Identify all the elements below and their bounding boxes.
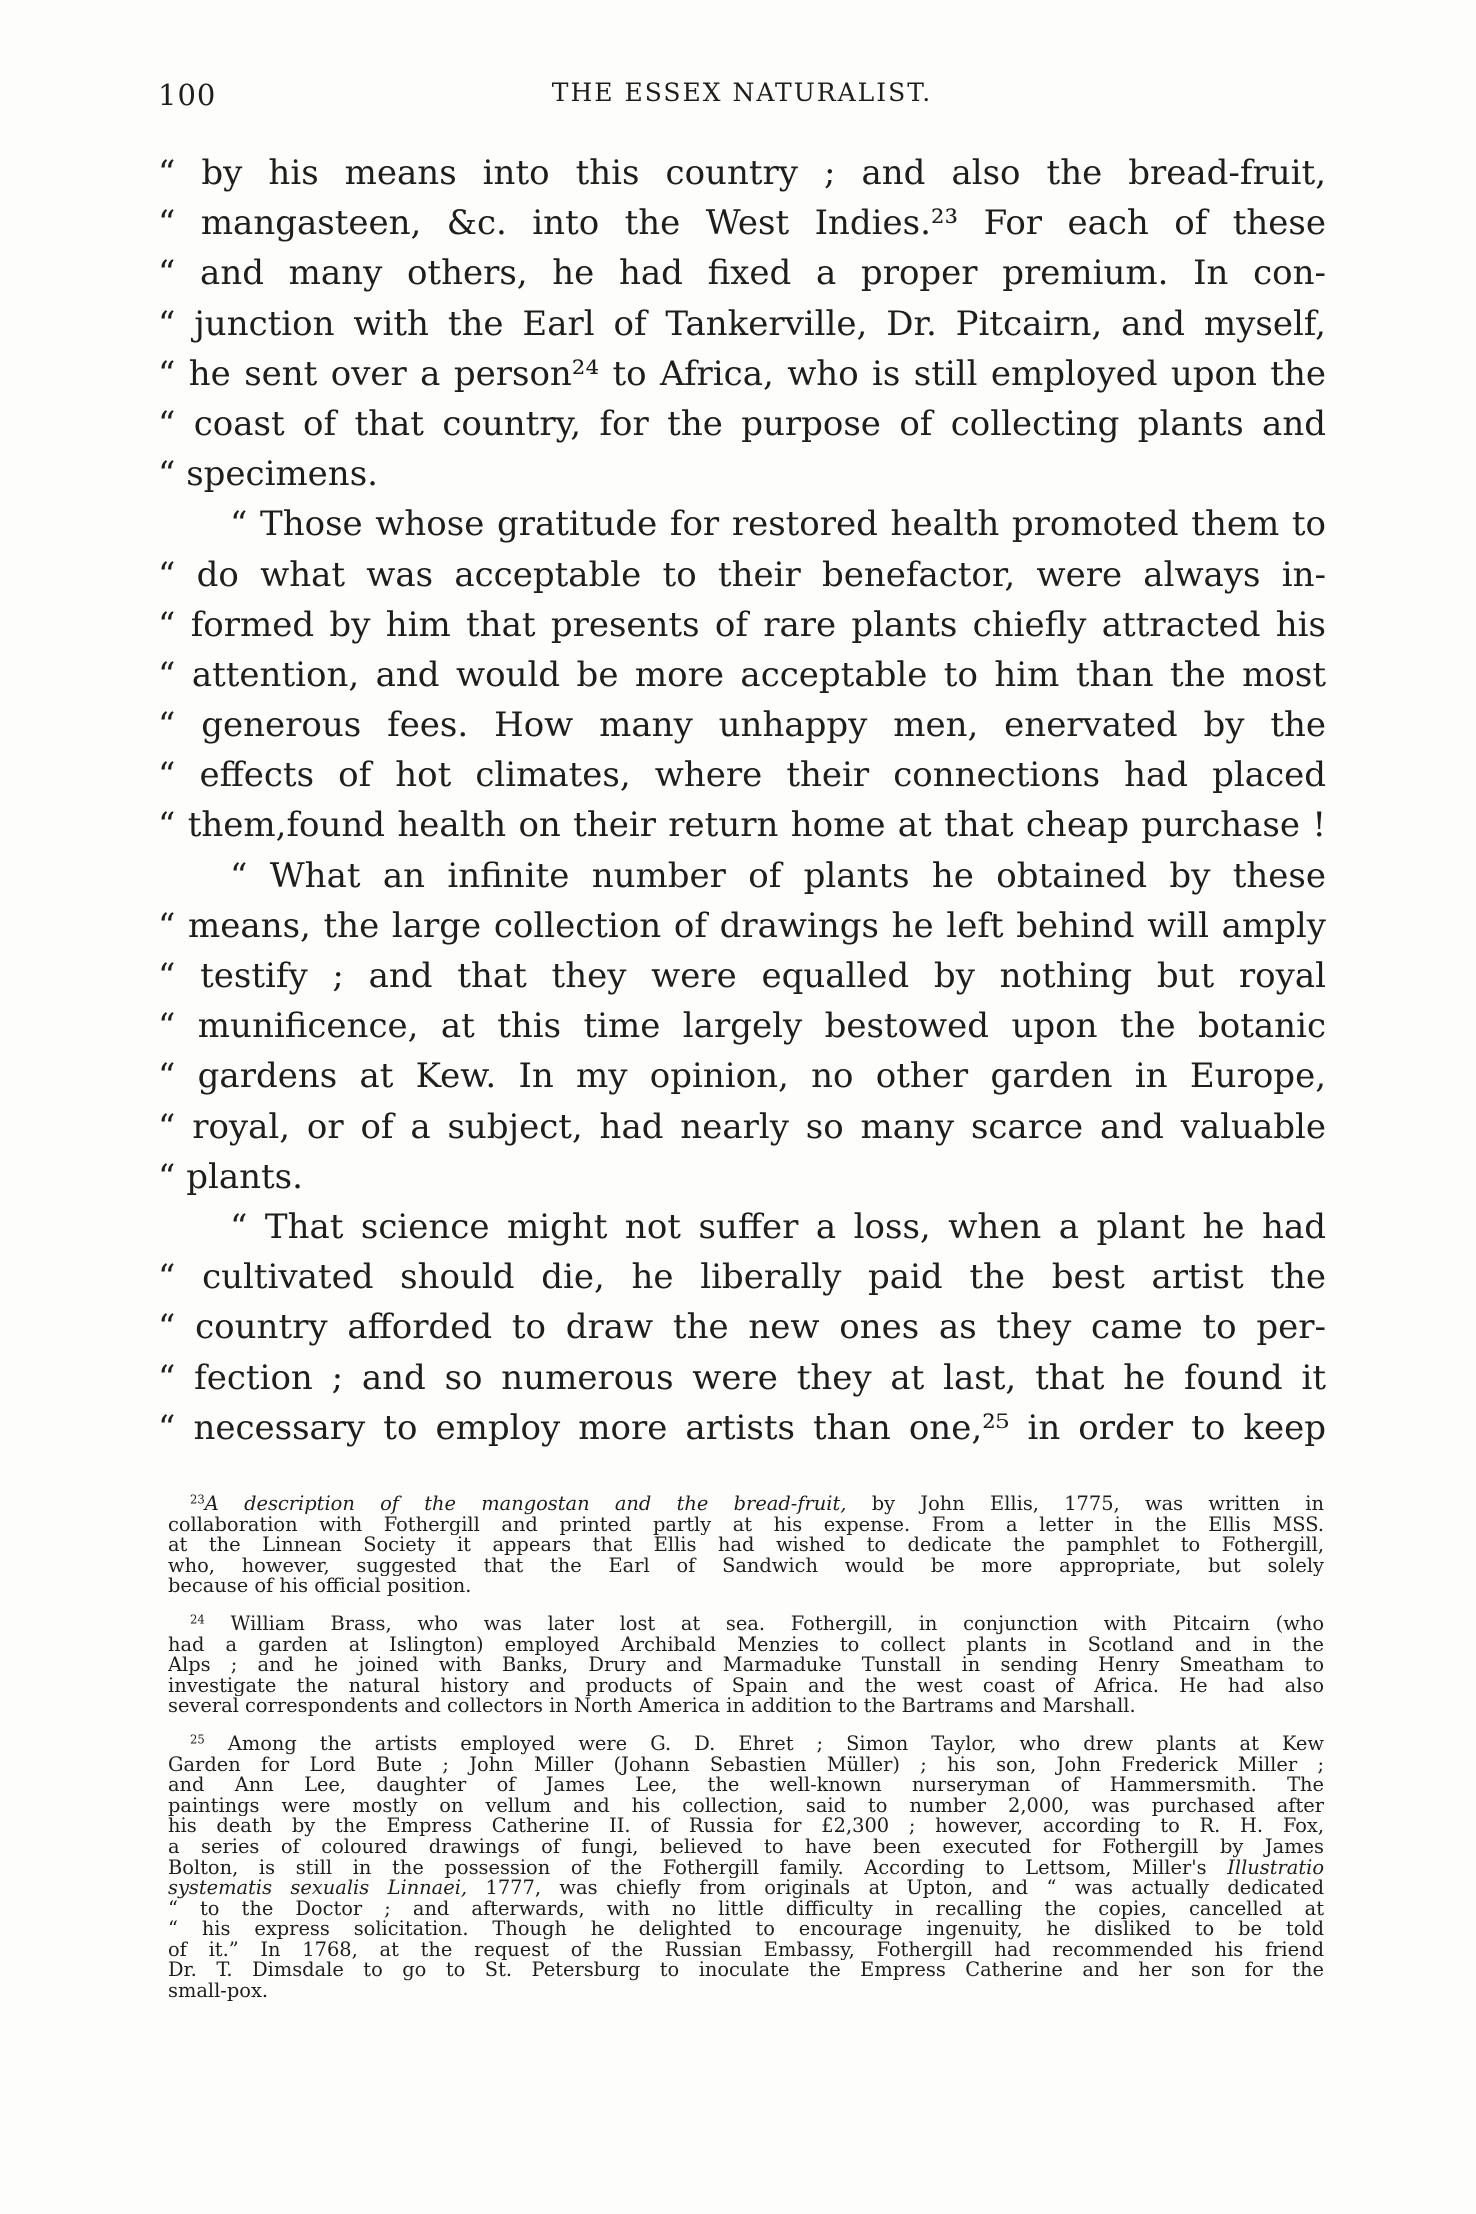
- body-line: “ specimens.: [158, 454, 378, 495]
- footnote-line: [168, 1494, 1324, 1515]
- body-line: “ do what was acceptable to their benefactor, were always in-: [158, 554, 1326, 595]
- footnote-line: [168, 1899, 1324, 1920]
- footnote-line: [168, 1755, 1324, 1776]
- footnote-text: at the Linnean Society it appears that Ellis had wished to dedicate the pamphlet to Fothergill,: [168, 1535, 1324, 1556]
- footnote-line: [168, 1576, 1324, 1597]
- footnote-text: by John Ellis, 1775, was written in: [846, 1494, 1324, 1515]
- body-line: “ plants.: [158, 1156, 303, 1197]
- footnote-text: several correspondents and collectors in North America in addition to the Bartrams and Marshall.: [168, 1696, 1136, 1717]
- footnote-text: Alps ; and he joined with Banks, Drury and Marmaduke Tunstall in sending Henry Smeatham to: [168, 1655, 1324, 1676]
- body-line: “ he sent over a person²⁴ to Africa, who is still employed upon the: [158, 353, 1326, 394]
- footnote-line: [168, 1837, 1324, 1858]
- footnote-text: because of his official position.: [168, 1576, 472, 1597]
- footnote-text: his death by the Empress Catherine II. of Russia for £2,300 ; however, according to R. H. Fox,: [168, 1816, 1324, 1837]
- body-line: “ necessary to employ more artists than one,²⁵ in order to keep: [158, 1407, 1326, 1448]
- footnote-line: [168, 1858, 1324, 1879]
- footnote-line: [168, 1535, 1324, 1556]
- body-line: “ and many others, he had fixed a proper premium. In con-: [158, 253, 1326, 294]
- body-text: [158, 148, 1326, 1453]
- footnote-line: [168, 1775, 1324, 1796]
- body-line: “ generous fees. How many unhappy men, enervated by the: [158, 705, 1326, 746]
- footnote: [168, 1614, 1324, 1717]
- body-line: “ coast of that country, for the purpose of collecting plants and: [158, 403, 1326, 444]
- footnote-text: investigate the natural history and products of Spain and the west coast of Africa. He had also: [168, 1675, 1324, 1697]
- footnote-line: [168, 1816, 1324, 1837]
- footnote-line: [168, 1960, 1324, 1981]
- page-header: [158, 78, 1326, 118]
- body-line: “ royal, or of a subject, had nearly so many scarce and valuable: [158, 1106, 1326, 1147]
- body-line: “ by his means into this country ; and also the bread-fruit,: [158, 153, 1326, 193]
- footnote-italic: A description of the mangostan and the bread-fruit,: [204, 1494, 847, 1515]
- footnote-line: [168, 1614, 1324, 1635]
- footnotes: [168, 1494, 1324, 2019]
- footnote-text: paintings were mostly on vellum and his collection, said to number 2,000, was purchased after: [168, 1795, 1324, 1817]
- body-line: “ junction with the Earl of Tankerville, Dr. Pitcairn, and myself,: [158, 303, 1326, 344]
- body-line: “ attention, and would be more acceptable to him than the most: [158, 654, 1326, 695]
- body-line: “ cultivated should die, he liberally paid the best artist the: [158, 1257, 1326, 1298]
- footnote-line: [168, 1734, 1324, 1755]
- footnote-text: Among the artists employed were G. D. Ehret ; Simon Taylor, who drew plants at Kew: [204, 1733, 1324, 1755]
- footnote: [168, 1494, 1324, 1597]
- footnote-text: who, however, suggested that the Earl of Sandwich would be more appropriate, but solely: [168, 1555, 1324, 1577]
- running-title: THE ESSEX NATURALIST.: [551, 78, 933, 107]
- footnote-text: William Brass, who was later lost at sea. Fothergill, in conjunction with Pitcairn (who: [204, 1613, 1324, 1635]
- footnote-text: “ to the Doctor ; and afterwards, with no little difficulty in recalling the copies, cancelled at: [168, 1898, 1324, 1920]
- page-number: 100: [158, 78, 217, 112]
- footnote-line: [168, 1515, 1324, 1536]
- footnote-line: [168, 1655, 1324, 1676]
- footnote-number: 23: [190, 1494, 205, 1507]
- body-line: “ testify ; and that they were equalled by nothing but royal: [158, 956, 1326, 996]
- body-line: “ mangasteen, &c. into the West Indies.²³ For each of these: [158, 203, 1326, 244]
- footnote: [168, 1734, 1324, 2002]
- body-line: “ country afforded to draw the new ones as they came to per-: [158, 1307, 1326, 1348]
- footnote-line: [168, 1981, 1324, 2002]
- footnote-number: 24: [190, 1613, 205, 1627]
- footnote-text: collaboration with Fothergill and printed partly at his expense. From a letter in the Ellis MSS.: [168, 1514, 1324, 1536]
- footnote-line: [168, 1635, 1324, 1656]
- footnote-italic: systematis sexualis Linnaei,: [168, 1878, 468, 1899]
- footnote-line: [168, 1940, 1324, 1961]
- body-line: “ means, the large collection of drawings he left behind will amply: [158, 905, 1326, 946]
- body-line: “ What an infinite number of plants he obtained by these: [230, 855, 1326, 896]
- footnote-text: “ his express solicitation. Though he delighted to encourage ingenuity, he disliked to be told: [168, 1919, 1324, 1940]
- footnote-line: [168, 1919, 1324, 1940]
- footnote-line: [168, 1556, 1324, 1577]
- footnote-text: and Ann Lee, daughter of James Lee, the well-known nurseryman of Hammersmith. The: [168, 1775, 1324, 1796]
- footnote-text: 1777, was chiefly from originals at Upton, and “ was actually dedicated: [467, 1878, 1324, 1899]
- body-line: “ formed by him that presents of rare plants chiefly attracted his: [158, 604, 1326, 645]
- body-line: “ fection ; and so numerous were they at last, that he found it: [158, 1357, 1326, 1398]
- body-line: “ That science might not suffer a loss, when a plant he had: [230, 1206, 1326, 1247]
- footnote-line: [168, 1796, 1324, 1817]
- footnote-text: a series of coloured drawings of fungi, believed to have been executed for Fothergill by James: [168, 1836, 1324, 1858]
- footnote-number: 25: [190, 1733, 205, 1747]
- footnote-text: of it.” In 1768, at the request of the Russian Embassy, Fothergill had recommended his friend: [168, 1939, 1324, 1961]
- footnote-line: [168, 1676, 1324, 1697]
- footnote-line: [168, 1696, 1324, 1717]
- body-line: “ them,found health on their return home at that cheap purchase !: [158, 805, 1326, 846]
- footnote-italic: Illustratio: [1227, 1857, 1324, 1879]
- body-line: “ Those whose gratitude for restored health promoted them to: [230, 504, 1326, 545]
- footnote-text: small-pox.: [168, 1981, 269, 2002]
- body-line: “ gardens at Kew. In my opinion, no other garden in Europe,: [158, 1056, 1326, 1097]
- body-line: “ effects of hot climates, where their connections had placed: [158, 755, 1326, 796]
- footnote-text: Bolton, is still in the possession of the Fothergill family. According to Lettsom, Miller's: [168, 1857, 1228, 1879]
- footnote-text: Garden for Lord Bute ; John Miller (Johann Sebastien Müller) ; his son, John Frederick Miller ;: [168, 1754, 1324, 1776]
- footnote-text: had a garden at Islington) employed Archibald Menzies to collect plants in Scotland and in the: [168, 1634, 1324, 1656]
- footnote-text: Dr. T. Dimsdale to go to St. Petersburg to inoculate the Empress Catherine and her son for the: [168, 1960, 1324, 1982]
- footnote-line: [168, 1878, 1324, 1899]
- body-line: “ munificence, at this time largely bestowed upon the botanic: [158, 1006, 1326, 1047]
